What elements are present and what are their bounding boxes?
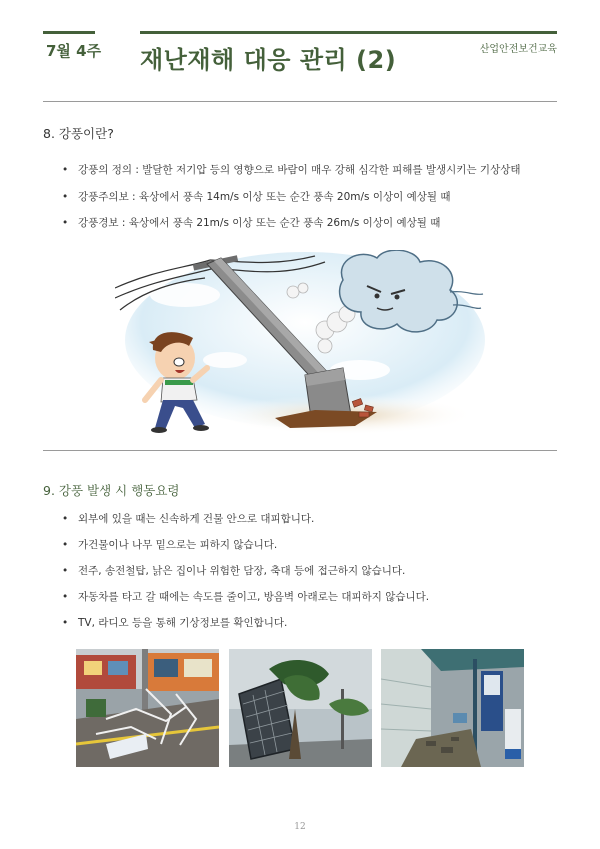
header-accent-bar-right — [140, 31, 557, 34]
page-number: 12 — [294, 822, 306, 832]
section-divider — [43, 450, 557, 451]
section-9-heading: 9. 강풍 발생 시 행동요령 — [43, 483, 180, 498]
header-accent-bar-left — [43, 31, 95, 34]
week-label: 7월 4주 — [46, 42, 102, 60]
list-item: • 강풍주의보 : 육상에서 풍속 14m/s 이상 또는 순간 풍속 20m/s 이상이 예상될 때 — [62, 190, 521, 204]
header-divider — [43, 101, 557, 102]
list-item: • 강풍의 정의 : 발달한 저기압 등의 영향으로 바람이 매우 강해 심각한 피해를 발생시키는 기상상태 — [62, 163, 521, 177]
collapsed-billboard-photo — [229, 649, 372, 767]
section-9-list — [62, 512, 429, 642]
page-title: 재난재해 대응 관리 (2) — [140, 46, 397, 74]
strong-wind-illustration — [115, 250, 485, 438]
list-item: • TV, 라디오 등을 통해 기상정보를 확인합니다. — [62, 616, 429, 630]
list-item: • 자동차를 타고 갈 때에는 속도를 줄이고, 방음벽 아래로는 대피하지 않습니다. — [62, 590, 429, 604]
list-item: • 가건물이나 나무 밑으로는 피하지 않습니다. — [62, 538, 429, 552]
section-8-heading: 8. 강풍이란? — [43, 126, 114, 141]
list-item: • 강풍경보 : 육상에서 풍속 21m/s 이상 또는 순간 풍속 26m/s 이상이 예상될 때 — [62, 216, 521, 230]
flooded-station-photo — [381, 649, 524, 767]
section-8-list — [62, 163, 521, 243]
organization-label: 산업안전보건교육 — [479, 44, 557, 55]
storm-debris-street-photo — [76, 649, 219, 767]
list-item: • 외부에 있을 때는 신속하게 건물 안으로 대피합니다. — [62, 512, 429, 526]
list-item: • 전주, 송전철탑, 낡은 집이나 위험한 담장, 축대 등에 접근하지 않습니다. — [62, 564, 429, 578]
